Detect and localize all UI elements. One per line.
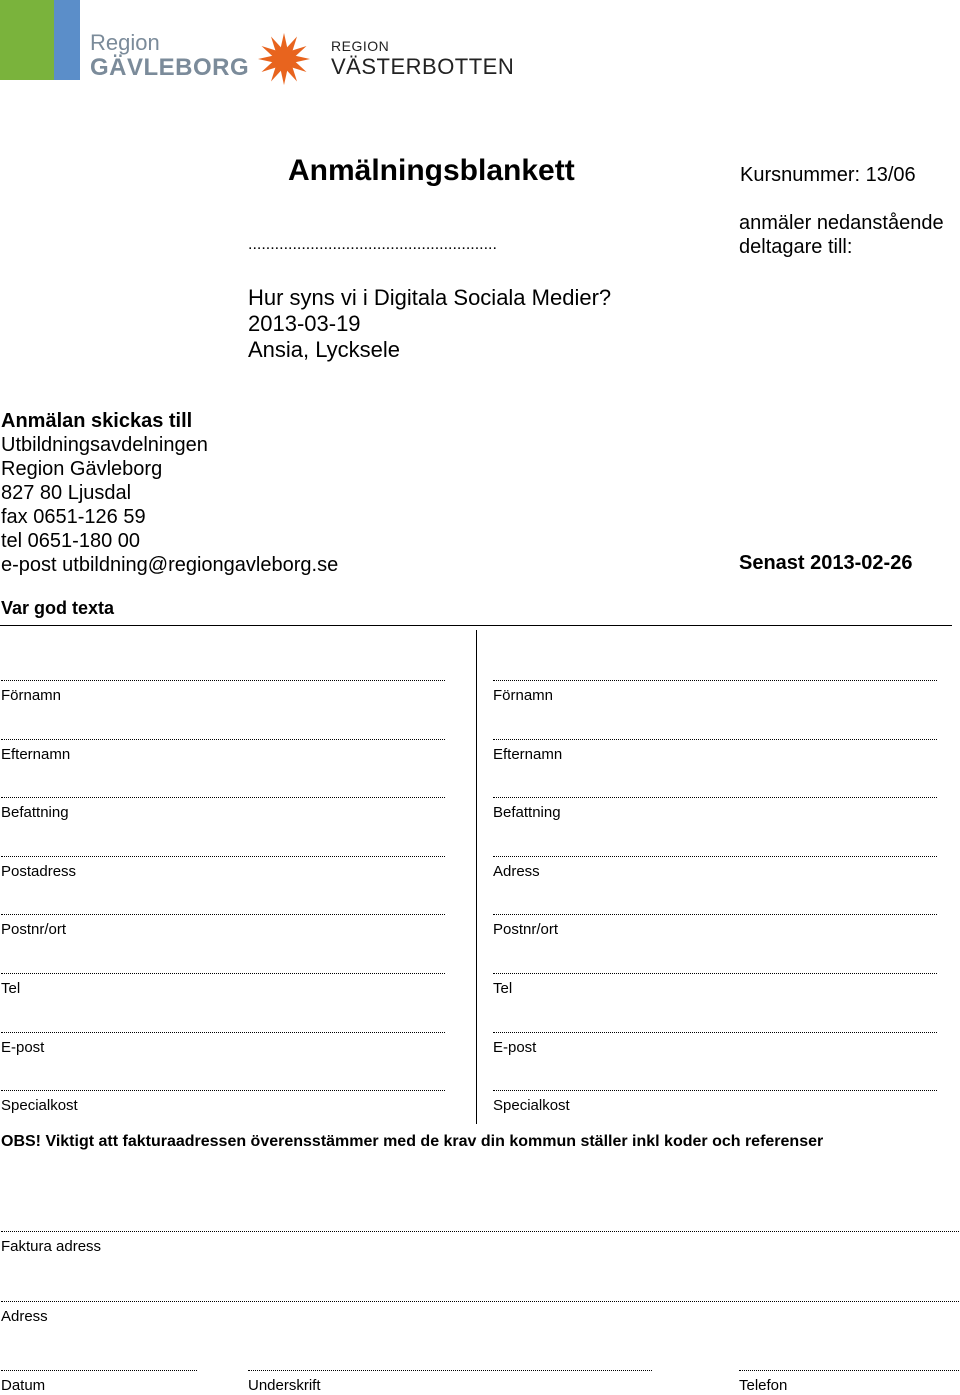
address-line3: 827 80 Ljusdal <box>1 482 132 504</box>
address-fax: fax 0651-126 59 <box>1 506 146 528</box>
dotted-line <box>1 680 445 681</box>
field-label: Specialkost <box>1 1097 78 1114</box>
address-heading: Anmälan skickas till <box>1 410 193 432</box>
dotted-line <box>1 1032 445 1033</box>
field-label: Efternamn <box>493 746 563 763</box>
organisation-field[interactable]: ........................................................ <box>248 236 497 253</box>
course-name: Hur syns vi i Digitala Sociala Medier? <box>248 285 612 310</box>
field-label: Postadress <box>1 863 77 880</box>
field-label: Underskrift <box>248 1377 321 1394</box>
logo-gavleborg-line2: GÄVLEBORG <box>90 54 250 81</box>
logo-green-block <box>0 0 54 80</box>
field-label: Förnamn <box>1 687 62 704</box>
field-label: Faktura adress <box>1 1238 102 1255</box>
invoice-notice: OBS! Viktigt att fakturaadressen överensstämmer med de krav din kommun ställer inkl koder och referenser <box>1 1133 824 1150</box>
dotted-line <box>493 914 937 915</box>
field-label: Postnr/ort <box>1 921 67 938</box>
dotted-line <box>248 1370 652 1371</box>
field-label: Datum <box>1 1377 46 1394</box>
dotted-line <box>493 739 937 740</box>
dotted-line <box>1 1301 959 1302</box>
field-label: Telefon <box>739 1377 788 1394</box>
dotted-line <box>493 973 937 974</box>
dotted-line <box>493 680 937 681</box>
field-label: Förnamn <box>493 687 554 704</box>
instruction: Var god texta <box>1 598 115 618</box>
field-label: Efternamn <box>1 746 71 763</box>
logo-vasterbotten-line1: REGION <box>331 38 390 54</box>
course-place: Ansia, Lycksele <box>248 337 401 362</box>
address-tel: tel 0651-180 00 <box>1 530 141 552</box>
address-line2: Region Gävleborg <box>1 458 163 480</box>
dotted-line <box>1 1370 197 1371</box>
dotted-line <box>1 973 445 974</box>
send-to-address <box>1 409 338 577</box>
dotted-line <box>1 797 445 798</box>
dotted-line <box>493 797 937 798</box>
vasterbotten-star-icon <box>254 32 314 86</box>
divider-horizontal <box>0 625 952 626</box>
logo-blue-block <box>54 0 80 80</box>
field-label: E-post <box>1 1039 45 1056</box>
dotted-line <box>493 1090 937 1091</box>
dotted-line <box>1 1090 445 1091</box>
logo-gavleborg-line1: Region <box>90 30 160 55</box>
dotted-line <box>493 1032 937 1033</box>
dotted-line <box>1 739 445 740</box>
registers-line1: anmäler nedanstående <box>739 212 944 234</box>
form-title: Anmälningsblankett <box>288 154 575 187</box>
field-label: Befattning <box>493 804 561 821</box>
dotted-line <box>739 1370 959 1371</box>
dotted-line <box>493 856 937 857</box>
registers-text <box>739 211 944 259</box>
address-line1: Utbildningsavdelningen <box>1 434 208 456</box>
course-info <box>248 285 611 363</box>
dotted-line <box>1 1231 959 1232</box>
deadline: Senast 2013-02-26 <box>739 552 913 574</box>
dotted-line <box>1 856 445 857</box>
field-label: E-post <box>493 1039 537 1056</box>
address-email: e-post utbildning@regiongavleborg.se <box>1 554 339 576</box>
logo-vasterbotten-line2: VÄSTERBOTTEN <box>331 54 515 79</box>
course-number: Kursnummer: 13/06 <box>740 164 916 186</box>
field-label: Tel <box>1 980 21 997</box>
field-label: Adress <box>493 863 540 880</box>
dotted-line <box>1 914 445 915</box>
divider-vertical <box>476 630 477 1124</box>
field-label: Adress <box>1 1308 48 1325</box>
field-label: Postnr/ort <box>493 921 559 938</box>
registers-line2: deltagare till: <box>739 236 853 258</box>
course-date: 2013-03-19 <box>248 311 361 336</box>
field-label: Specialkost <box>493 1097 570 1114</box>
field-label: Tel <box>493 980 513 997</box>
field-label: Befattning <box>1 804 69 821</box>
